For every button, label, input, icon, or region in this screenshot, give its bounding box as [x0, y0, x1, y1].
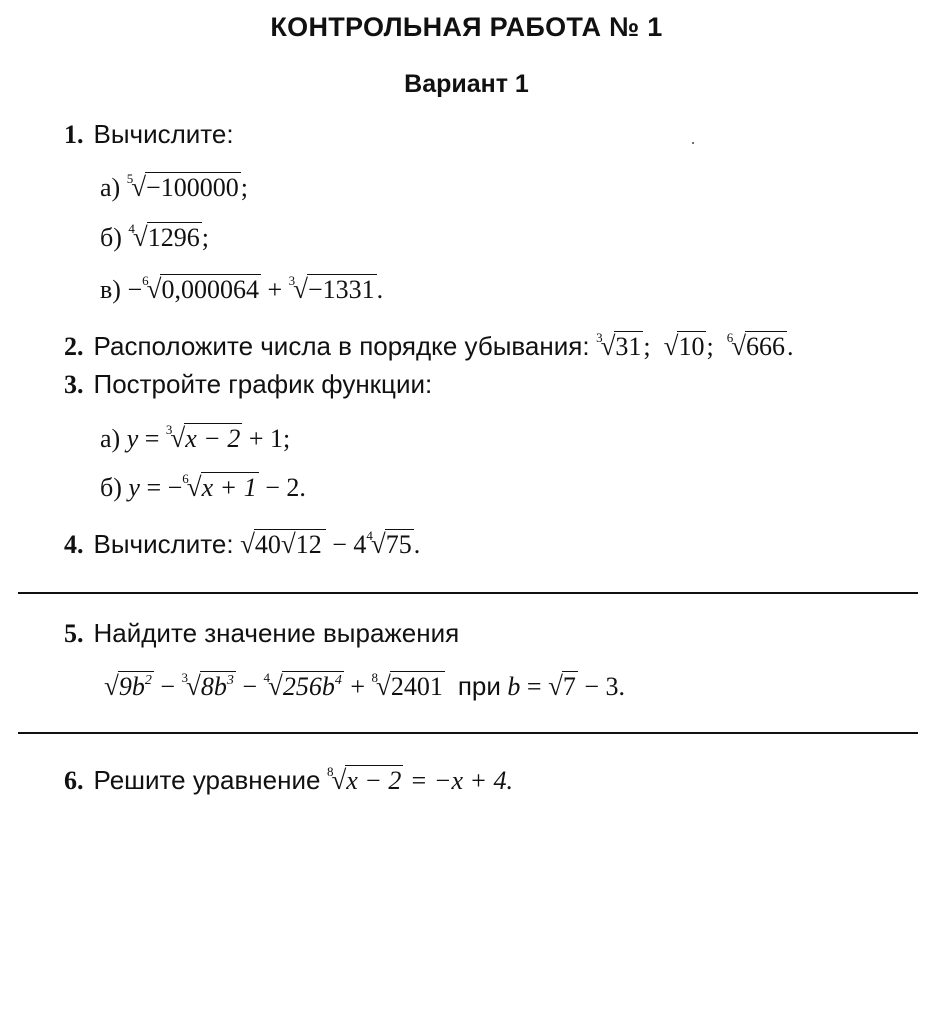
outer-coefficient: 40 [254, 530, 281, 559]
item-label: б) [100, 223, 122, 252]
term-sign: − [160, 672, 175, 701]
root-expression [182, 463, 258, 504]
inner-root [281, 528, 324, 561]
root-expression-2 [289, 265, 377, 306]
divider-line [18, 592, 918, 594]
radical-sign: √ [663, 331, 679, 361]
radicand [282, 671, 344, 701]
task-number: 2. [64, 332, 84, 361]
root-expression [166, 414, 242, 455]
function-var: y [126, 424, 139, 453]
task-number: 4. [64, 530, 84, 559]
radical-sign: √ [131, 172, 147, 202]
radicand: 10 [678, 332, 705, 361]
root-index: 3 [596, 330, 603, 345]
outer-radicand [254, 529, 326, 559]
operator: − [332, 530, 347, 559]
separator: ; [706, 332, 714, 361]
task-3-item-b [100, 463, 306, 504]
radical-sign: √ [731, 331, 747, 361]
term-sign: − [242, 672, 257, 701]
task-number: 3. [64, 370, 84, 399]
root-expression [327, 756, 403, 797]
task-prompt: Вычислите: [93, 529, 234, 559]
task-1-heading [64, 118, 234, 151]
condition-word: при [457, 671, 501, 701]
task-number: 6. [64, 766, 84, 795]
root-index: 4 [366, 528, 373, 543]
root-expression [142, 265, 261, 306]
task-1-item-c [100, 265, 383, 306]
speck [692, 142, 694, 144]
lead-sign: − [127, 275, 143, 304]
root-index: 6 [726, 330, 734, 345]
root-index: 6 [182, 471, 189, 486]
exponent: 4 [334, 673, 342, 688]
value-root [664, 330, 707, 363]
radicand [200, 671, 236, 701]
radical-sign: √ [268, 671, 283, 701]
task-prompt: Постройте график функции: [93, 369, 433, 399]
radical-sign: √ [132, 222, 148, 252]
task-4 [64, 520, 420, 561]
root-index: 6 [142, 273, 149, 288]
separator: ; [643, 332, 651, 361]
task-prompt: Решите уравнение [93, 765, 321, 795]
item-label: б) [100, 473, 122, 502]
radical-sign: √ [170, 423, 186, 453]
radical-sign: √ [331, 765, 347, 795]
task-number: 1. [64, 120, 84, 149]
radicand: −1331 [307, 275, 375, 304]
term-root [372, 662, 445, 703]
task-3-heading [64, 368, 432, 401]
equals-sign: = [146, 473, 162, 502]
exponent: 3 [226, 673, 234, 688]
task-2 [64, 322, 794, 363]
condition-var: b [507, 672, 521, 701]
radicand-base: 8b [200, 672, 227, 701]
equation-rest: = −x + 4. [409, 766, 514, 795]
radical-sign: √ [240, 529, 255, 559]
term-root [104, 665, 154, 703]
radicand: 7 [562, 672, 576, 701]
coefficient: 4 [353, 530, 367, 559]
item-label: а) [100, 173, 121, 202]
expression-rest: − 2. [265, 473, 306, 502]
radical-sign: √ [293, 274, 308, 304]
value-root [727, 322, 787, 363]
task-3-item-a [100, 414, 290, 455]
inner-radicand: 12 [295, 530, 322, 559]
condition-root [548, 670, 578, 703]
task-5-heading [64, 617, 459, 650]
root-expression [366, 520, 413, 561]
radicand: −100000 [146, 173, 239, 202]
root-index: 4 [263, 670, 270, 685]
expression-rest: + 1; [248, 424, 291, 453]
task-5-expression [104, 662, 625, 703]
radicand: 2401 [390, 672, 443, 701]
radicand: x + 1 [201, 473, 257, 502]
equals-sign: = [144, 424, 160, 453]
task-prompt: Вычислите: [93, 119, 234, 149]
task-prompt: Найдите значение выражения [93, 618, 460, 648]
equals-sign: = [526, 672, 542, 701]
radical-sign: √ [186, 472, 202, 502]
task-1-item-b [100, 213, 209, 254]
page-title: КОНТРОЛЬНАЯ РАБОТА № 1 [270, 12, 663, 42]
radicand-base: 256b [282, 672, 335, 701]
radicand: 666 [746, 332, 786, 361]
root-index: 3 [288, 273, 296, 288]
radicand: 1296 [147, 223, 200, 252]
task-number: 5. [64, 619, 84, 648]
value-root [596, 322, 643, 363]
item-label: а) [100, 424, 121, 453]
separator: . [787, 332, 794, 361]
divider-line [18, 732, 918, 734]
term-sign: + [350, 672, 365, 701]
term-root [182, 662, 236, 703]
radical-sign: √ [104, 671, 119, 701]
item-tail: ; [240, 173, 248, 202]
radicand: x − 2 [185, 424, 241, 453]
radicand-base: 9b [118, 672, 145, 701]
radicand [118, 671, 154, 701]
lead-sign: − [167, 473, 183, 502]
radical-sign: √ [376, 671, 391, 701]
radical-sign: √ [548, 671, 563, 701]
function-var: y [128, 473, 140, 502]
radicand: x − 2 [346, 766, 402, 795]
root-index: 8 [371, 670, 378, 685]
term-root [264, 662, 344, 703]
radicand: 75 [385, 530, 412, 559]
radicand: 31 [615, 332, 642, 361]
item-tail: . [376, 275, 384, 304]
task-prompt: Расположите числа в порядке убывания: [93, 331, 590, 361]
root-index: 3 [181, 670, 188, 685]
radical-sign: √ [146, 274, 162, 304]
task-6 [64, 756, 513, 797]
exponent: 2 [144, 673, 152, 688]
radical-sign: √ [186, 671, 201, 701]
task-1-item-a [100, 163, 248, 204]
radical-sign: √ [370, 529, 386, 559]
root-index: 3 [165, 422, 173, 437]
radical-sign: √ [600, 331, 616, 361]
item-tail: . [413, 530, 421, 559]
root-index: 4 [128, 221, 135, 236]
radical-sign: √ [280, 529, 296, 559]
root-index: 5 [126, 171, 134, 186]
item-tail: ; [201, 223, 209, 252]
root-index: 8 [326, 764, 334, 779]
operator: + [267, 275, 283, 304]
root-expression [128, 213, 201, 254]
item-label: в) [100, 275, 121, 304]
radicand: 0,000064 [161, 275, 259, 304]
outer-root [240, 528, 326, 561]
root-expression [127, 163, 241, 204]
condition-rest: − 3. [584, 672, 626, 701]
variant-heading: Вариант 1 [404, 70, 529, 98]
